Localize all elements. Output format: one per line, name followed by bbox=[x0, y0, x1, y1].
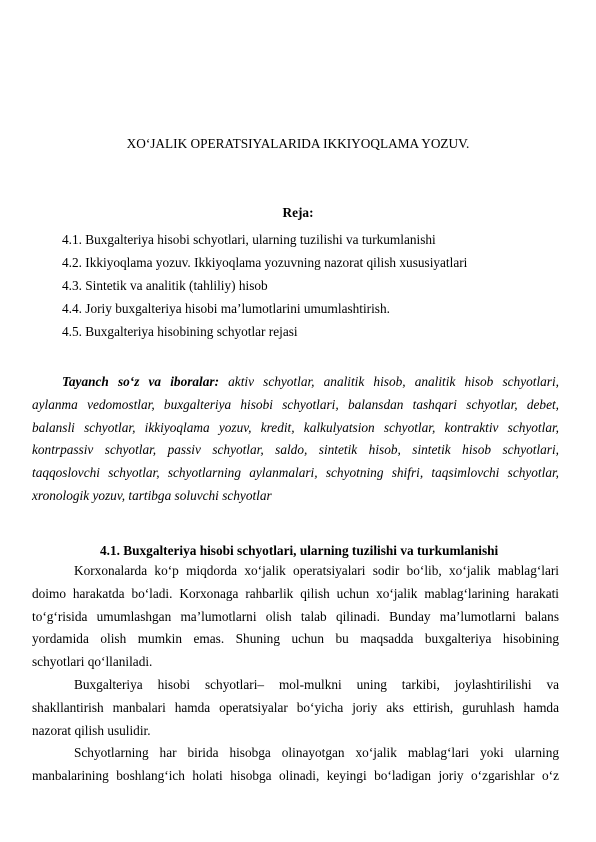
plan-item: 4.5. Buxgalteriya hisobining schyotlar rejasi bbox=[62, 324, 298, 339]
keywords-label: Tayanch so‘z va iboralar: bbox=[62, 374, 219, 389]
body-line: Schyotlarning har birida hisobga olinayotgan xo‘jalik mablag‘lari yoki ularning bbox=[74, 745, 559, 761]
body-line: doimo harakatda bo‘ladi. Korxonaga rahbarlik qilish uchun xo‘jalik mablag‘larining harakati bbox=[32, 585, 559, 601]
body-line: yordamida olish mumkin emas. Shuning uchun bu maqsadda buxgalteriya hisobining bbox=[32, 631, 559, 647]
plan-item: 4.2. Ikkiyoqlama yozuv. Ikkiyoqlama yozuvning nazorat qilish xususiyatlari bbox=[62, 255, 468, 270]
keywords-line: balansli schyotlar, ikkiyoqlama yozuv, kredit, kalkulyatsion schyotlar, kontraktiv schyotlar, bbox=[32, 419, 559, 435]
body-line: to‘g‘risida umumlashgan ma’lumotlarni olish talab qilinadi. Bunday ma’lumotlarni balans bbox=[32, 608, 559, 624]
section-body bbox=[32, 560, 559, 788]
body-line: manbalarining boshlang‘ich holati hisobga olinadi, keyingi bo‘ladigan joriy o‘zgarishlar o‘z bbox=[32, 768, 559, 784]
body-line: shakllantirish manbalari hamda operatsiyalar bo‘yicha joriy aks ettirish, guruhlash hamda bbox=[32, 699, 559, 715]
body-line: schyotlari qo‘llaniladi. bbox=[32, 654, 153, 670]
keywords-line: aylanma vedomostlar, buxgalteriya hisobi schyotlari, balansdan tashqari schyotlar, debet, bbox=[32, 396, 559, 412]
keywords-line bbox=[32, 371, 559, 394]
keywords-paragraph bbox=[32, 371, 559, 508]
plan-item: 4.3. Sintetik va analitik (tahliliy) hisob bbox=[62, 278, 268, 293]
body-line: Korxonalarda ko‘p miqdorda xo‘jalik operatsiyalari sodir bo‘lib, xo‘jalik mablag‘lari bbox=[74, 563, 559, 578]
plan-list bbox=[62, 228, 467, 343]
plan-item: 4.1. Buxgalteriya hisobi schyotlari, ularning tuzilishi va turkumlanishi bbox=[62, 232, 436, 247]
document-title: XO‘JALIK OPERATSIYALARIDA IKKIYOQLAMA YOZUV. bbox=[126, 136, 470, 151]
keywords-line: xronologik yozuv, tartibga soluvchi schyotlar bbox=[32, 487, 272, 503]
body-line: Buxgalteriya hisobi schyotlari– mol-mulkni uning tarkibi, joylashtirilishi va bbox=[74, 676, 559, 692]
body-line: nazorat qilish usulidir. bbox=[32, 722, 151, 738]
keywords-line: taqqoslovchi schyotlar, schyotlarning aylanmalari, schyotning shifri, taqsimlovchi schyotlar, bbox=[32, 465, 559, 481]
plan-heading: Reja: bbox=[282, 205, 314, 220]
plan-item: 4.4. Joriy buxgalteriya hisobi ma’lumotlarini umumlashtirish. bbox=[62, 301, 390, 316]
section-heading: 4.1. Buxgalteriya hisobi schyotlari, ularning tuzilishi va turkumlanishi bbox=[100, 543, 499, 558]
keywords-line: kontrpassiv schyotlar, passiv schyotlar, saldo, sintetik hisob, sintetik hisob schyotlari, bbox=[32, 442, 559, 458]
keywords-text: aktiv schyotlar, analitik hisob, analitik hisob schyotlari, bbox=[219, 374, 559, 389]
